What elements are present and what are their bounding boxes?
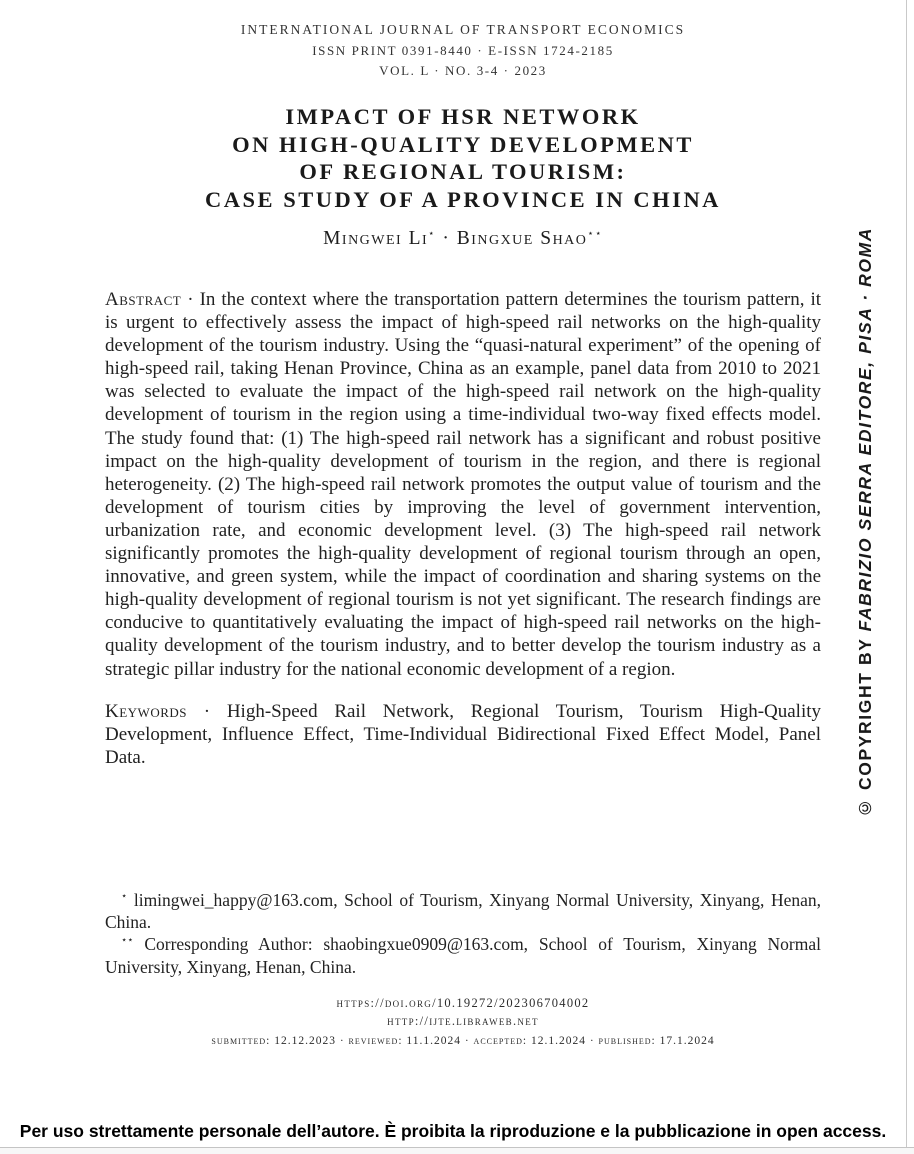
abstract-paragraph xyxy=(105,288,821,681)
page-right-edge-line xyxy=(906,0,907,1147)
journal-title: INTERNATIONAL JOURNAL OF TRANSPORT ECONOMICS xyxy=(240,22,686,37)
page-column xyxy=(105,22,821,1047)
doi-link[interactable]: https://doi.org/10.19272/202306704002 xyxy=(336,996,590,1011)
publisher-name: FABRIZIO SERRA EDITORE, PISA · ROMA xyxy=(855,226,875,632)
vertical-copyright-watermark xyxy=(855,175,901,870)
author-footnote-marker: ⋆ xyxy=(428,228,436,240)
article-links xyxy=(105,994,821,1030)
submission-dates-line: submitted: 12.12.2023 · reviewed: 11.1.2024 · accepted: 12.1.2024 · published: 17.1.2024 xyxy=(211,1035,715,1048)
article-title xyxy=(105,103,821,213)
author-footnote-marker: ⋆⋆ xyxy=(587,228,603,240)
journal-header xyxy=(105,22,821,79)
abstract-label: Abstract xyxy=(105,289,182,310)
keywords-label-separator: · xyxy=(203,700,211,722)
journal-issn-line: ISSN PRINT 0391-8440 · E-ISSN 1724-2185 xyxy=(312,43,614,58)
footnote xyxy=(105,889,821,934)
viewer-background-strip xyxy=(0,1148,914,1154)
footnote-text: Corresponding Author: shaobingxue0909@163.com, School of Tourism, Xinyang Normal University, Xinyang, Henan, China. xyxy=(105,934,822,977)
personal-use-notice: Per uso strettamente personale dell’autore. È proibita la riproduzione e la pubblicazione in open access. xyxy=(19,1121,887,1141)
footnotes-block xyxy=(105,889,821,978)
abstract-label-separator: · xyxy=(187,289,194,310)
abstract-text: In the context where the transportation pattern determines the tourism pattern, it is urgent to effectively assess the impact of high-speed rail networks on the high-quality development of the tourism industry. Using the “quasi-natural experiment” of the opening of high-speed rail, taking Henan Province, China as an example, panel data from 2010 to 2021 was selected to evaluate the impact of the high-speed rail network on the high-quality development of tourism in the region using a time-individual two-way fixed effects model. The study found that: (1) The high-speed rail network has a significant and robust positive impact on the high-quality development of tourism in the region, and there is regional heterogeneity. (2) The high-speed rail network promotes the output value of tourism and the development of tourism cities by improving the level of government intervention, urbanization rate, and economic development level. (3) The high-speed rail network significantly promotes the high-quality development of regional tourism through an open, innovative, and green system, while the impact of coordination and sharing systems on the high-quality development of regional tourism is not yet significant. The research findings are conducive to quantitatively evaluating the impact of high-speed rail networks on the high-quality development of the tourism industry, and to better develop the tourism industry as a strategic pillar industry for the national economic development of a region. xyxy=(105,289,822,680)
keywords-label: Keywords xyxy=(105,700,187,722)
authors-separator: · xyxy=(442,228,451,249)
footnote-marker: ⋆⋆ xyxy=(121,935,134,947)
article-title-line: OF REGIONAL TOURISM: xyxy=(299,159,627,184)
keywords-paragraph xyxy=(105,700,821,769)
article-title-line: CASE STUDY OF A PROVINCE IN CHINA xyxy=(205,186,721,212)
journal-site-link[interactable]: http://ijte.libraweb.net xyxy=(387,1014,539,1029)
article-title-line: IMPACT OF HSR NETWORK xyxy=(285,104,641,129)
authors-line xyxy=(105,228,821,250)
journal-volume-line: VOL. L · NO. 3-4 · 2023 xyxy=(379,63,547,78)
journal-site-line xyxy=(105,1012,821,1030)
footnote-text: limingwei_happy@163.com, School of Tourism, Xinyang Normal University, Xinyang, Henan, China. xyxy=(105,889,822,933)
footnote xyxy=(105,933,821,978)
author-name: Bingxue Shao xyxy=(456,228,588,249)
author-name: Mingwei Li xyxy=(323,228,429,249)
footnote-marker: ⋆ xyxy=(121,891,128,903)
keywords-text: High-Speed Rail Network, Regional Tourism, Tourism High-Quality Development, Influence Effect, Time-Individual Bidirectional Fixed Effect Model, Panel Data. xyxy=(105,700,822,768)
doi-line xyxy=(105,994,821,1012)
article-title-line: ON HIGH-QUALITY DEVELOPMENT xyxy=(232,131,694,157)
copyright-prefix: © COPYRIGHT BY xyxy=(855,631,875,819)
